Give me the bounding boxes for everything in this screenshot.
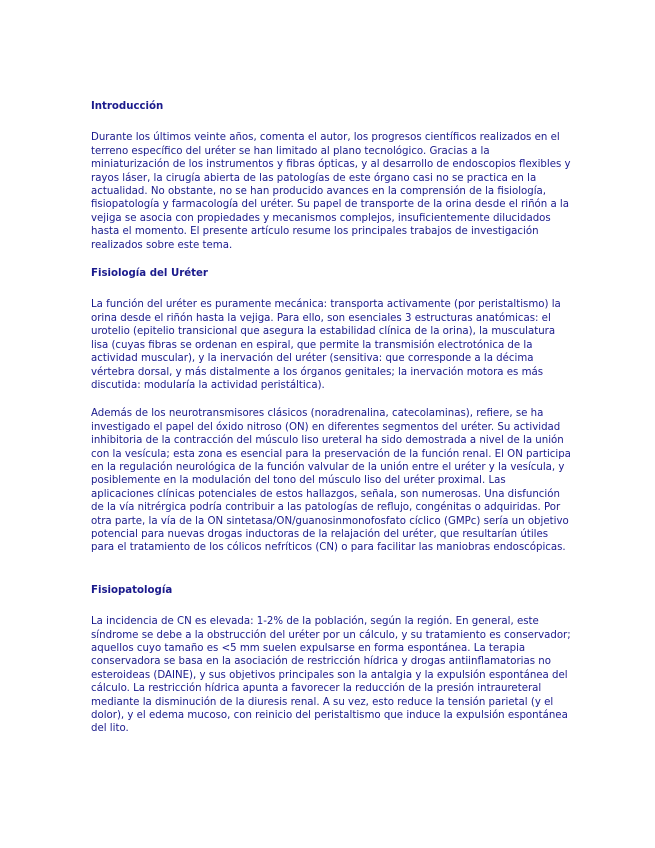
section-title-fisiopatologia: Fisiopatología [91, 584, 173, 596]
section-title-fisiologia: Fisiología del Uréter [91, 268, 208, 280]
paragraph-fisiologia-1: La función del uréter es puramente mecánica: transporta activamente (por peristaltismo) la orina desde el riñón hasta la vejiga. Para ello, son esenciales 3 estructuras anatómicas: el urotelio (epitelio transicional que asegura la estabilidad clínica de la orina), la musculatura lisa (cuyas fibras se ordenan en espiral, que permite la transmisión electrotónica de la actividad muscular), y la inervación del uréter (sensitiva: que corresponde a la décima vértebra dorsal, y más distalmente a los órganos genitales; la inervación motora es más discutida: modularía la actividad peristáltica). [91, 299, 561, 391]
paragraph-fisiologia-2: Además de los neurotransmisores clásicos (noradrenalina, catecolaminas), refiere, se ha investigado el papel del óxido nitroso (ON) en diferentes segmentos del uréter. Su actividad inhibitoria de la contracción del músculo liso ureteral ha sido demostrada a nivel de la unión con la vesícula; esta zona es esencial para la preservación de la función renal. El ON participa en la regulación neurológica de la función valvular de la unión entre el uréter y la vesícula, y posiblemente en la modulación del tono del músculo liso del uréter proximal. Las aplicaciones clínicas potenciales de estos hallazgos, señala, son numerosas. Una disfunción de la vía nitrérgica podría contribuir a las patologías de reflujo, congénitas o adquiridas. Por otra parte, la vía de la ON sintetasa/ON/guanosinmonofosfato cíclico (GMPc) sería un objetivo potencial para nuevas drogas inductoras de la relajación del uréter, que resultarían útiles para el tratamiento de los cólicos nefríticos (CN) o para facilitar las maniobras endoscópicas. [91, 408, 571, 554]
section-title-introduccion: Introducción [91, 101, 164, 112]
paragraph-introduccion: Durante los últimos veinte años, comenta el autor, los progresos científicos realizados en el terreno específico del uréter se han limitado al plano tecnológico. Gracias a la miniaturización de los instrumentos y fibras ópticas, y al desarrollo de endoscopios flexibles y rayos láser, la cirugía abierta de las patologías de este órgano casi no se practica en la actualidad. No obstante, no se han producido avances en la comprensión de la fisiología, fisiopatología y farmacología del uréter. Su papel de transporte de la orina desde el riñón a la vejiga se asocia con propiedades y mecanismos complejos, insuficientemente dilucidados hasta el momento. El presente artículo resume los principales trabajos de investigación realizados sobre este tema. [91, 132, 571, 251]
paragraph-fisiopatologia: La incidencia de CN es elevada: 1-2% de la población, según la región. En general, este síndrome se debe a la obstrucción del uréter por un cálculo, y su tratamiento es conservador; aquellos cuyo tamaño es <5 mm suelen expulsarse en forma espontánea. La terapia conservadora se basa en la asociación de restricción hídrica y drogas antiinflamatorias no esteroideas (DAINE), y sus objetivos principales son la antalgia y la expulsión espontánea del cálculo. La restricción hídrica apunta a favorecer la reducción de la presión intraureteral mediante la disminución de la diuresis renal. A su vez, esto reduce la tensión parietal (y el dolor), y el edema mucoso, con reinicio del peristaltismo que induce la expulsión espontánea del lito. [91, 616, 571, 735]
article-body [91, 100, 571, 736]
